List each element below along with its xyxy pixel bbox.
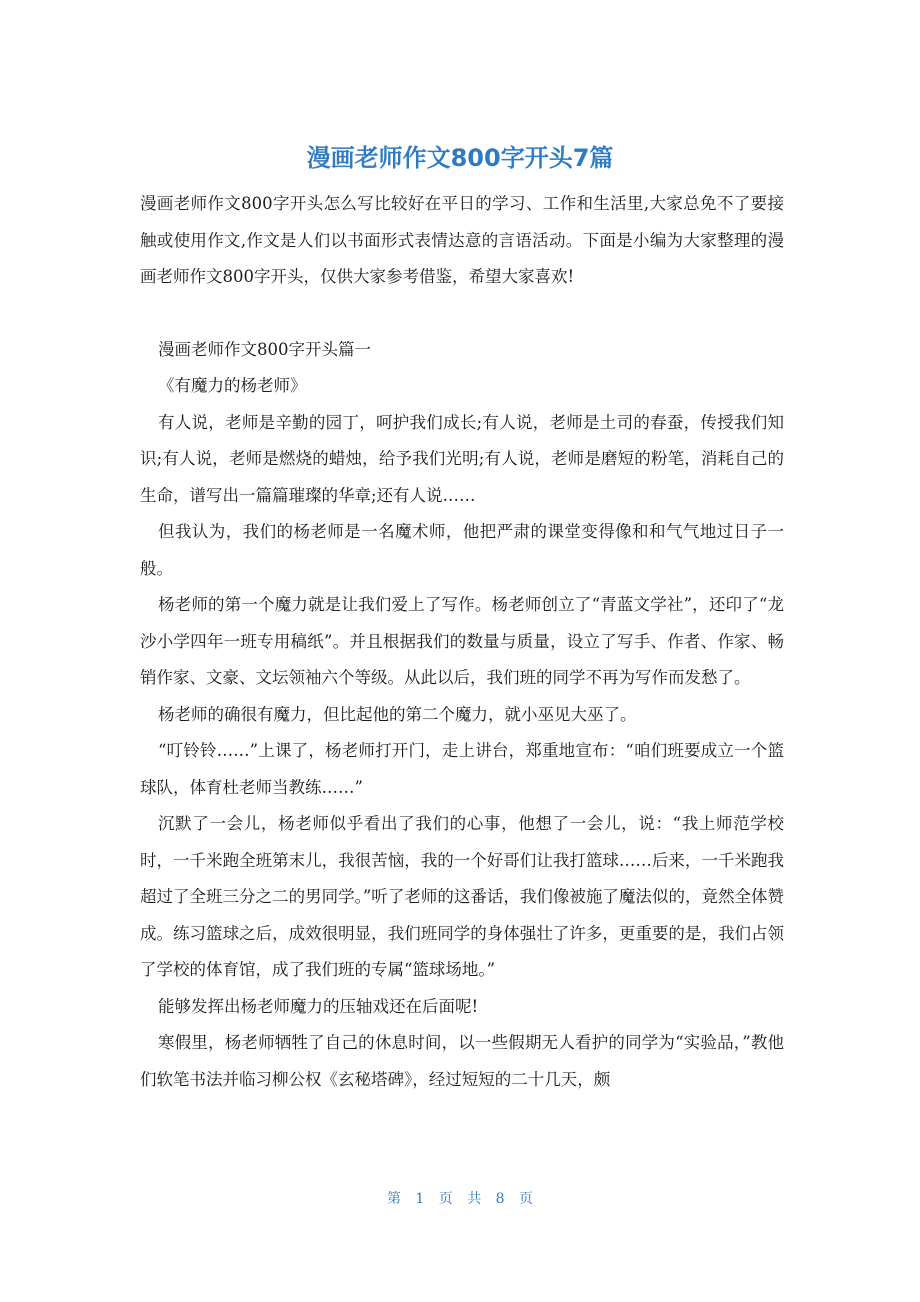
page-footer: 第 1 页 共 8 页 — [386, 1191, 534, 1207]
body-paragraph: 杨老师的第一个魔力就是让我们爱上了写作。杨老师创立了“青蓝文学社”，还印了“龙沙小学四年一班专用稿纸”。并且根据我们的数量与质量，设立了写手、作者、作家、畅销作家、文豪、文坛领袖六个等级。从此以后，我们班的同学不再为写作而发愁了。 — [140, 595, 784, 687]
section-heading: 漫画老师作文800字开头篇一 — [158, 339, 371, 359]
body-paragraph: 沉默了一会儿，杨老师似乎看出了我们的心事，他想了一会儿，说：“我上师范学校时，一千米跑全班第末儿，我很苦恼，我的一个好哥们让我打篮球……后来，一千米跑我超过了全班三分之二的男同学。”听了老师的这番话，我们像被施了魔法似的，竟然全体赞成。练习篮球之后，成效很明显，我们班同学的身体强壮了许多，更重要的是，我们占领了学校的体育馆，成了我们班的专属“篮球场地。” — [140, 814, 784, 979]
body-paragraph: 但我认为，我们的杨老师是一名魔术师，他把严肃的课堂变得像和和气气地过日子一般。 — [140, 522, 784, 578]
body-paragraph: 能够发挥出杨老师魔力的压轴戏还在后面呢! — [158, 996, 479, 1016]
body-paragraph: 寒假里，杨老师牺牲了自己的休息时间，以一些假期无人看护的同学为“实验品，”教他们软笔书法并临习柳公权《玄秘塔碑》，经过短短的二十几天，颇 — [140, 1033, 784, 1089]
body-paragraph: 有人说，老师是辛勤的园丁，呵护我们成长;有人说，老师是土司的春蚕，传授我们知识;有人说，老师是燃烧的蜡烛，给予我们光明;有人说，老师是磨短的粉笔，消耗自己的生命，谱写出一篇篇璀璨的华章;还有人说…… — [140, 412, 784, 505]
document-title: 漫画老师作文800字开头7篇 — [306, 144, 614, 172]
document-body — [140, 186, 784, 1098]
body-paragraph: “叮铃铃……”上课了，杨老师打开门，走上讲台，郑重地宣布：“咱们班要成立一个篮球队，体育杜老师当教练……” — [140, 741, 784, 797]
body-paragraph: 杨老师的确很有魔力，但比起他的第二个魔力，就小巫见大巫了。 — [158, 704, 637, 724]
essay-title: 《有魔力的杨老师》 — [158, 376, 307, 395]
intro-paragraph: 漫画老师作文800字开头怎么写比较好在平日的学习、工作和生活里,大家总免不了要接触或使用作文,作文是人们以书面形式表情达意的言语活动。下面是小编为大家整理的漫画老师作文800字开头，仅供大家参考借鉴，希望大家喜欢! — [140, 194, 784, 286]
